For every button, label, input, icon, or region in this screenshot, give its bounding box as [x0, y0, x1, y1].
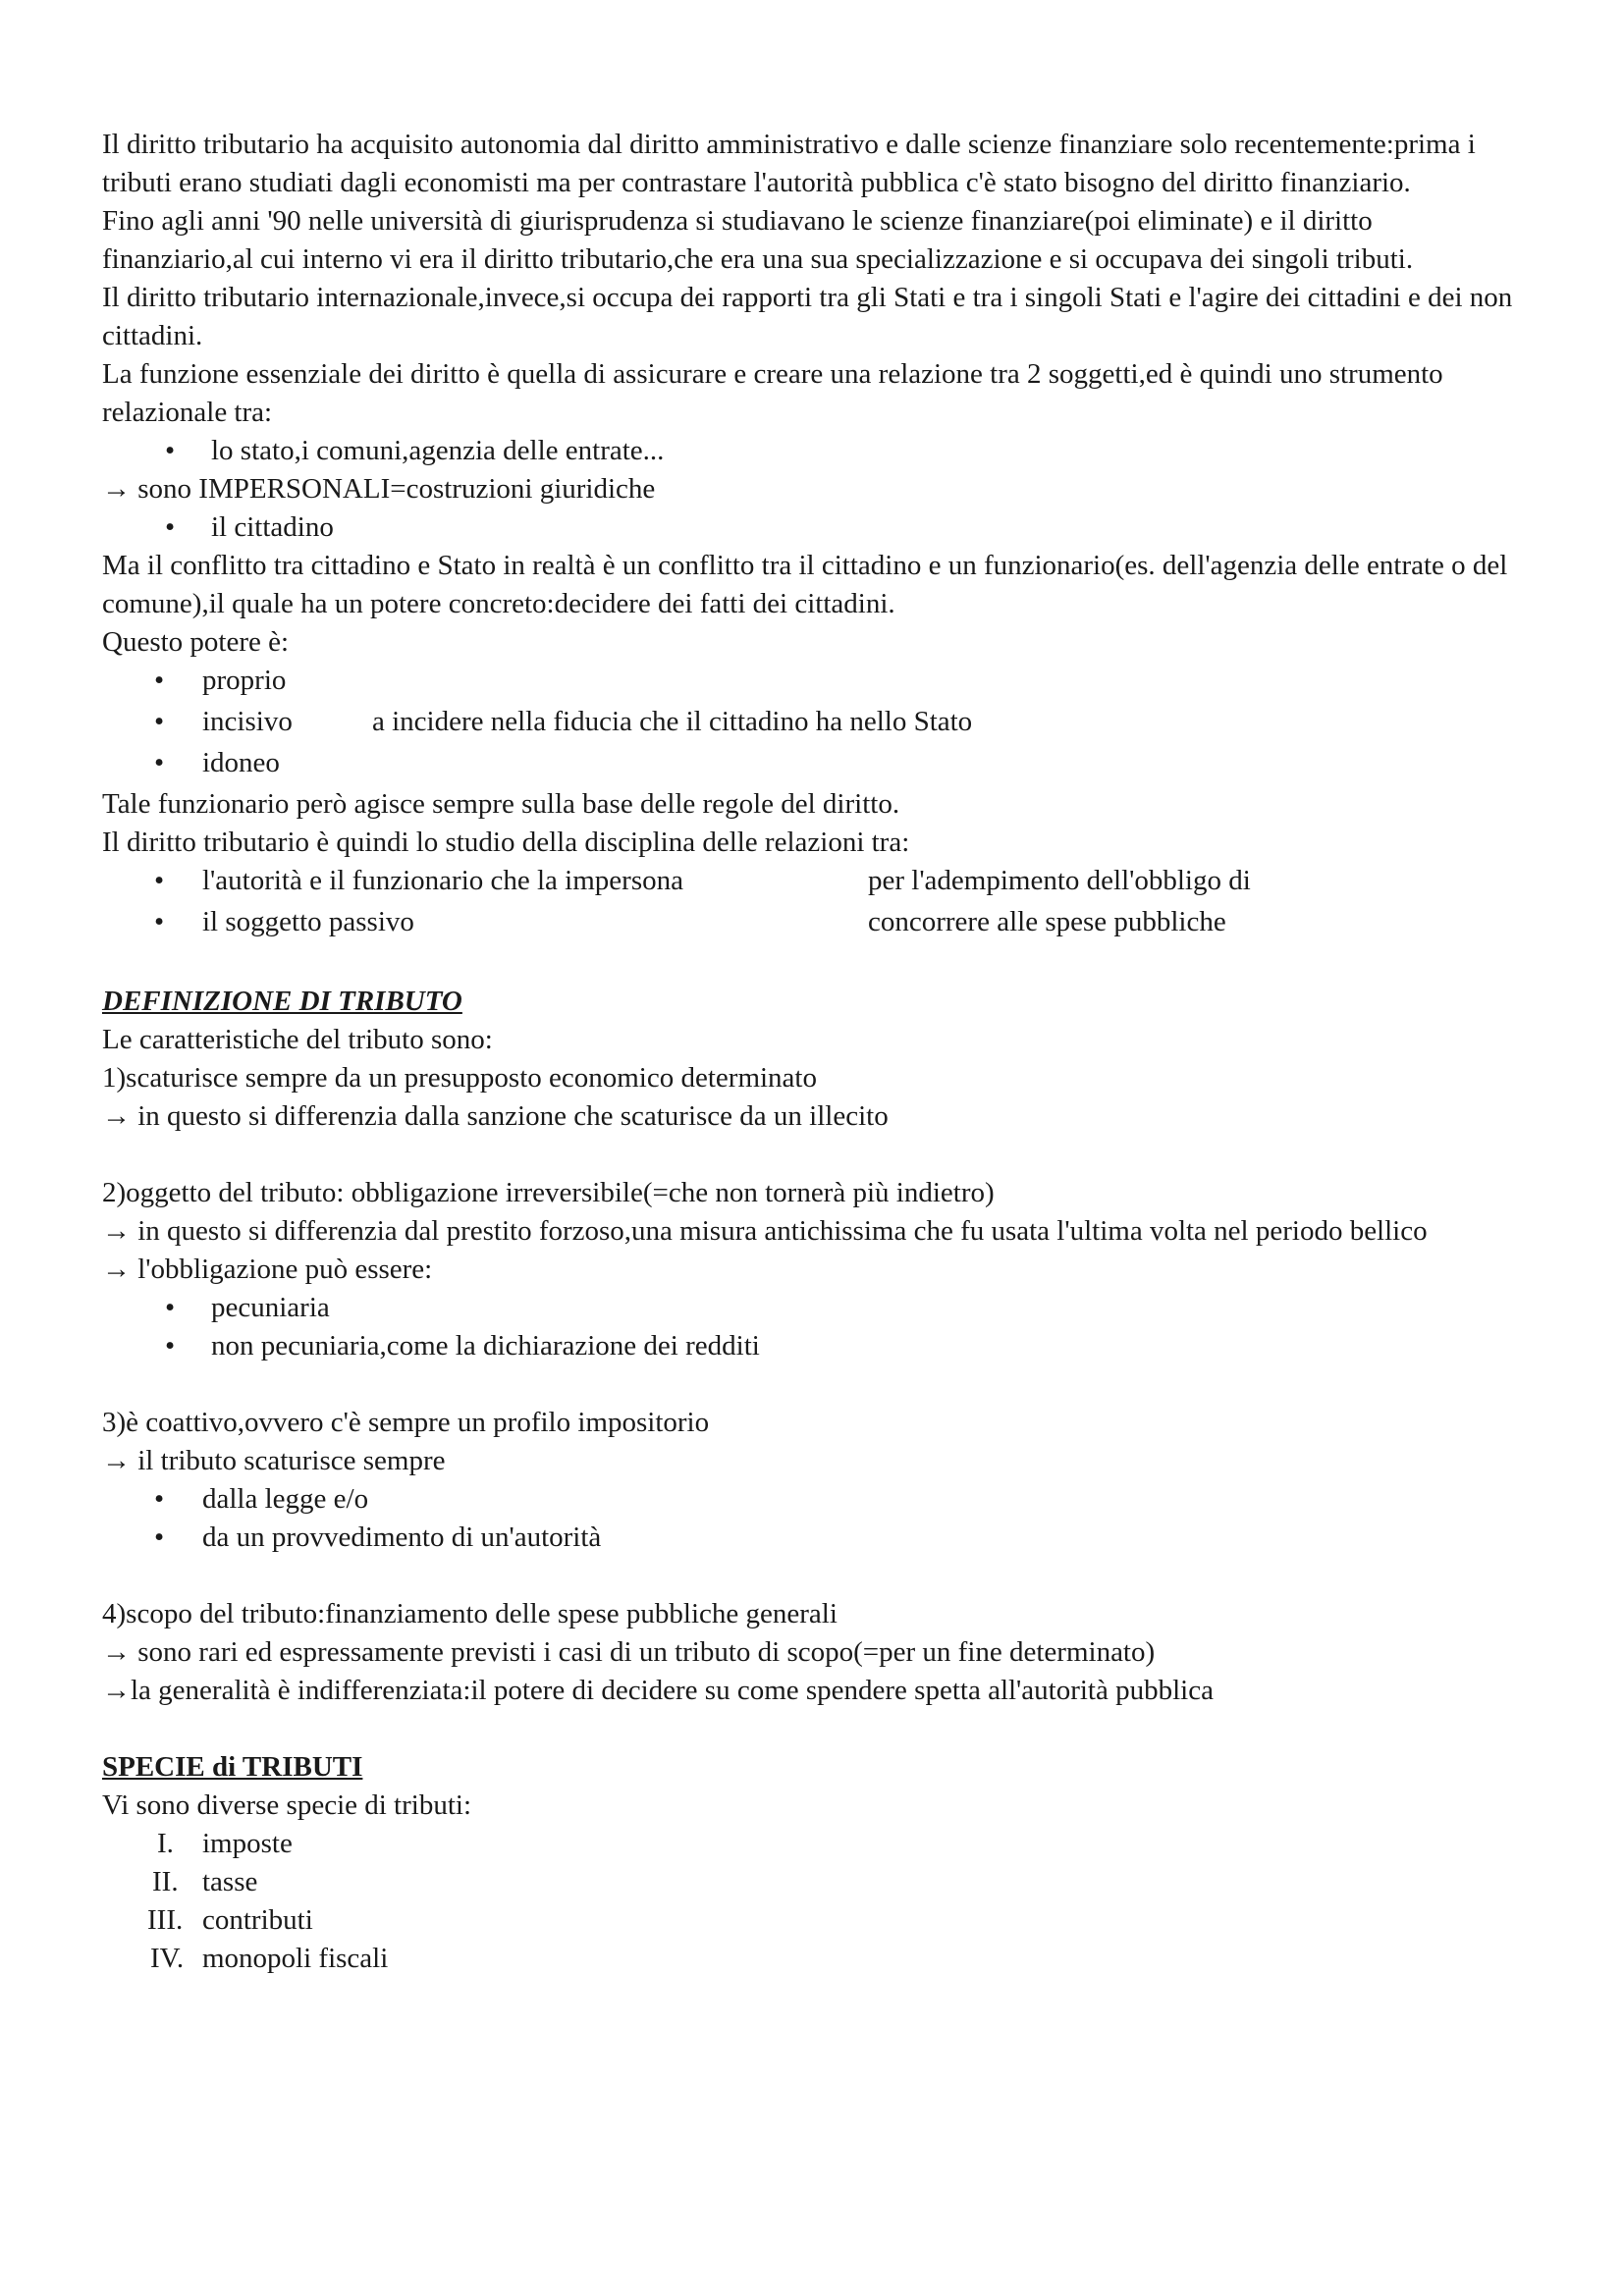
- side-note: concorrere alle spese pubbliche: [868, 906, 1226, 937]
- list-item: [102, 903, 1526, 944]
- list-item: [102, 1289, 1526, 1327]
- bullet-icon: •: [165, 1330, 176, 1362]
- list-item-text: contributi: [202, 1904, 313, 1936]
- paragraph: La funzione essenziale dei diritto è quella di assicurare e creare una relazione tra 2 soggetti,ed è quindi uno strumento relazionale tra:: [102, 358, 1443, 428]
- list-numeral: III.: [147, 1904, 184, 1936]
- spacer: [102, 944, 1526, 983]
- bullet-icon: •: [154, 747, 165, 778]
- list-item-text: lo stato,i comuni,agenzia delle entrate...: [211, 435, 665, 466]
- list-item: [102, 1863, 1526, 1901]
- bullet-icon: •: [154, 865, 165, 896]
- list-item: [102, 508, 1526, 547]
- list-item-text: non pecuniaria,come la dichiarazione dei redditi: [211, 1330, 760, 1362]
- spacer: [102, 1710, 1526, 1748]
- paragraph: Il diritto tributario ha acquisito autonomia dal diritto amministrativo e dalle scienze finanziare solo recentemente:prima i tributi erano studiati dagli economisti ma per contrastare l'autorità pubblica c'è stato bisogno del diritto finanziario.: [102, 129, 1476, 198]
- paragraph: Il diritto tributario è quindi lo studio della disciplina delle relazioni tra:: [102, 827, 910, 858]
- arrow-note: → l'obbligazione può essere:: [102, 1254, 433, 1285]
- list-numeral: IV.: [150, 1943, 185, 1974]
- list-numeral: II.: [152, 1866, 179, 1897]
- list-item-text: il soggetto passivo: [202, 906, 414, 937]
- spacer: [102, 1365, 1526, 1404]
- list-item: [102, 744, 1526, 785]
- spacer: [102, 1136, 1526, 1174]
- paragraph: 4)scopo del tributo:finanziamento delle spese pubbliche generali: [102, 1598, 838, 1629]
- list-item-text: imposte: [202, 1828, 293, 1859]
- bullet-icon: •: [154, 706, 165, 737]
- list-item-text: l'autorità e il funzionario che la impersona: [202, 865, 683, 896]
- list-item: [102, 1327, 1526, 1365]
- side-note: per l'adempimento dell'obbligo di: [868, 865, 1251, 896]
- bullet-icon: •: [154, 1483, 165, 1515]
- document-content: [102, 126, 1526, 1978]
- list-item-text: dalla legge e/o: [202, 1483, 369, 1515]
- list-item: [102, 662, 1526, 703]
- list-item-text: da un provvedimento di un'autorità: [202, 1522, 602, 1553]
- list-item: [102, 703, 1526, 744]
- list-item-text: tasse: [202, 1866, 258, 1897]
- list-item: [102, 862, 1526, 903]
- list-item-text: pecuniaria: [211, 1292, 330, 1323]
- list-item-text: proprio: [202, 665, 287, 696]
- list-item-text: monopoli fiscali: [202, 1943, 389, 1974]
- bullet-icon: •: [154, 906, 165, 937]
- paragraph: 2)oggetto del tributo: obbligazione irreversibile(=che non tornerà più indietro): [102, 1177, 995, 1208]
- arrow-note: → sono rari ed espressamente previsti i casi di un tributo di scopo(=per un fine determinato): [102, 1636, 1156, 1668]
- bullet-icon: •: [165, 435, 176, 466]
- section-heading: SPECIE di TRIBUTI: [102, 1751, 363, 1783]
- list-item: [102, 1480, 1526, 1519]
- list-item-text: incisivo: [202, 706, 293, 737]
- spacer: [102, 1557, 1526, 1595]
- side-note: a incidere nella fiducia che il cittadino ha nello Stato: [372, 706, 973, 737]
- bullet-icon: •: [154, 1522, 165, 1553]
- list-item: [102, 1940, 1526, 1978]
- arrow-note: →la generalità è indifferenziata:il potere di decidere su come spendere spetta all'autorità pubblica: [102, 1675, 1214, 1706]
- paragraph: Fino agli anni '90 nelle università di giurisprudenza si studiavano le scienze finanziare(poi eliminate) e il diritto finanziario,al cui interno vi era il diritto tributario,che era una sua specializzazione e si occupava dei singoli tributi.: [102, 205, 1414, 275]
- bullet-icon: •: [165, 511, 176, 543]
- paragraph: Questo potere è:: [102, 626, 290, 658]
- arrow-note: → in questo si differenzia dal prestito forzoso,una misura antichissima che fu usata l'ultima volta nel periodo bellico: [102, 1215, 1428, 1247]
- paragraph: Le caratteristiche del tributo sono:: [102, 1024, 493, 1055]
- section-heading: DEFINIZIONE DI TRIBUTO: [102, 986, 462, 1017]
- bullet-icon: •: [165, 1292, 176, 1323]
- list-item-text: il cittadino: [211, 511, 334, 543]
- paragraph: Tale funzionario però agisce sempre sulla base delle regole del diritto.: [102, 788, 900, 820]
- paragraph: Ma il conflitto tra cittadino e Stato in realtà è un conflitto tra il cittadino e un funzionario(es. dell'agenzia delle entrate o del comune),il quale ha un potere concreto:decidere dei fatti dei cittadini.: [102, 550, 1508, 619]
- list-item: [102, 432, 1526, 470]
- arrow-note: → in questo si differenzia dalla sanzione che scaturisce da un illecito: [102, 1100, 889, 1132]
- paragraph: 3)è coattivo,ovvero c'è sempre un profilo impositorio: [102, 1407, 710, 1438]
- list-item: [102, 1825, 1526, 1863]
- bullet-icon: •: [154, 665, 165, 696]
- list-item-text: idoneo: [202, 747, 280, 778]
- paragraph: Vi sono diverse specie di tributi:: [102, 1789, 471, 1821]
- paragraph: 1)scaturisce sempre da un presupposto economico determinato: [102, 1062, 817, 1094]
- list-item: [102, 1901, 1526, 1940]
- list-numeral: I.: [157, 1828, 174, 1859]
- arrow-note: → sono IMPERSONALI=costruzioni giuridiche: [102, 473, 656, 505]
- paragraph: Il diritto tributario internazionale,invece,si occupa dei rapporti tra gli Stati e tra i singoli Stati e l'agire dei cittadini e dei non cittadini.: [102, 282, 1513, 351]
- arrow-note: → il tributo scaturisce sempre: [102, 1445, 446, 1476]
- list-item: [102, 1519, 1526, 1557]
